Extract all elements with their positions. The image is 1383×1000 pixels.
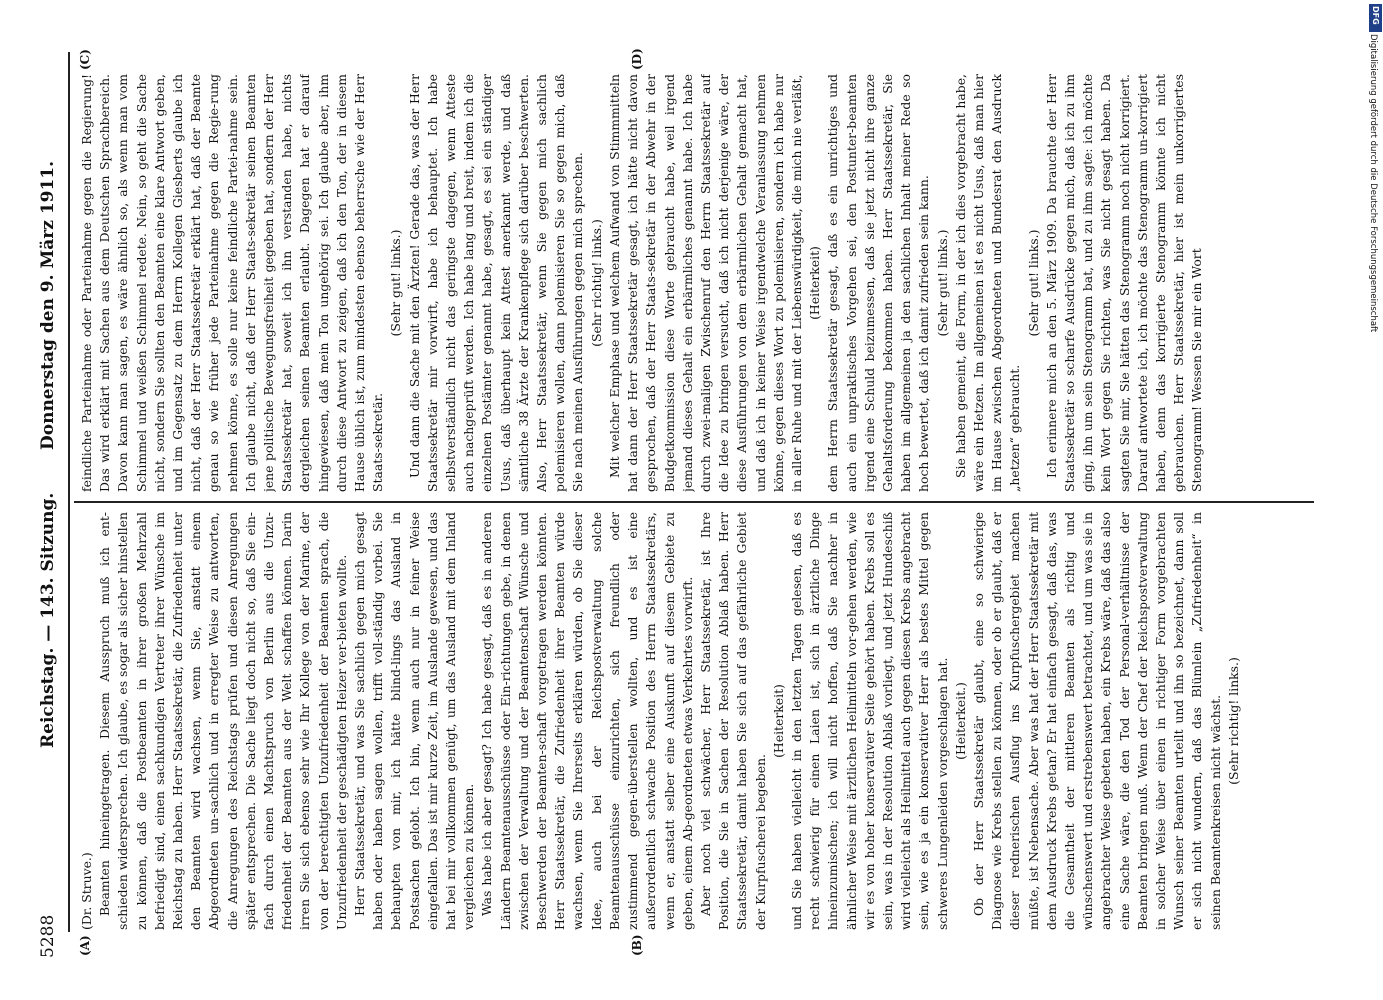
interjection: (Sehr gut! links.) bbox=[934, 229, 950, 337]
interjection: (Sehr richtig! links.) bbox=[1225, 657, 1241, 785]
left-column bbox=[78, 512, 1308, 930]
margin-letter-c: (C) bbox=[78, 49, 92, 70]
paragraph: Aber noch viel schwächer, Herr Staatssekretär, ist Ihre Position, die Sie in Sachen der Resolution Ablaß haben. Herr Staatssekretär, damit haben Sie sich auf das gefährliche Gebiet der Kurpfuscherei begeben. bbox=[697, 512, 768, 930]
paragraph: Was habe ich aber gesagt? Ich habe gesagt, daß es in anderen Ländern Beamtenausschüsse oder Ein-richtungen gebe, in denen zwischen der Verwaltung und der Beamtenschaft Wünsche und Beschwerden der Beamten-schaft vorgetragen werden könnten. Herr Staatssekretär, die Zufriedenheit ihrer Beamten würde wachsen, wenn Sie Ihrerseits erklären würden, ob Sie dieser Idee, auch bei der Reichspostverwaltung solche Beamtenausschüsse einzurichten, sich freundlich oder zustimmend gegen-überstellen wollten, und es ist eine außerordentlich schwache Position des Herrn Staatssekretärs, wenn er, anstatt selber eine Auskunft auf diesem Gebiete zu geben, einem Ab-geordneten etwas Verkehrtes vorwirft. bbox=[479, 512, 695, 930]
page-header bbox=[38, 60, 68, 958]
margin-letter-d: (D) bbox=[630, 48, 644, 70]
interjection: (Heiterkeit) bbox=[807, 246, 823, 320]
header-session: Reichstag. — 143. Sitzung. bbox=[38, 492, 58, 748]
paragraph: feindliche Parteinahme oder Parteinahme gegen die Regierung! Das wird erklärt mit Sachen aus dem Deutschen Sprachbereich. Davon kann man sagen, es wäre ähnlich so, als wenn man vom Schimmel und weißen Schimmel redete. Nein, so geht die Sache nicht, sondern Sie sollten den Beamten eine klare Antwort geben, und im Gegensatz zu dem Herrn Kollegen Giesberts glaube ich nicht, daß der Herr Staatssekretär erklärt hat, daß der Beamte genau so wie früher jede Parteinahme gegen die Regie-rung nehmen könne, es solle nur keine feindliche Partei-nahme sein. Ich glaube nicht, daß der Herr Staats-sekretär seinen Beamten jene politische Bewegungsfreiheit gegeben hat, sondern der Herr Staatssekretär hat, soweit ich ihn verstanden habe, nichts dergleichen seinen Beamten erlaubt. Dagegen hat er darauf hingewiesen, daß mein Ton ungehörig sei. Ich glaube aber, ihm durch diese Antwort zu zeigen, daß ich den Ton, der in diesem Hause üblich ist, zum mindesten ebenso beherrsche wie der Herr Staats-sekretär. bbox=[79, 74, 386, 492]
interjection: (Sehr richtig! links.) bbox=[588, 219, 604, 347]
margin-letter-a: (A) bbox=[78, 935, 92, 956]
paragraph: dem Herrn Staatssekretär gesagt, daß es ein unrichtiges und auch ein unpraktisches Vorgehen sei, den Postunter-beamten irgend eine Schuld beizumessen, daß sie jetzt nicht ihre ganze Gehaltsforderung bekommen haben. Herr Staatssekretär, Sie haben im allgemeinen ja den sachlichen Inhalt meiner Rede so hoch bewertet, daß ich damit zufrieden sein kann. bbox=[825, 74, 932, 492]
paragraph: und Sie haben vielleicht in den letzten Tagen gelesen, daß es recht schwierig für einen Laien ist, sich in ärztliche Dinge hineinzumischen; ich will nicht hoffen, daß Sie nachher in ähnlicher Weise mit ärztlichen Heilmitteln vor-gehen werden, wie wir es von hoher konservativer Seite gehört haben. Krebs soll es sein, was in der Resolution Ablaß vorliegt, und jetzt Hundeschiß wird vielleicht als Heilmittel auch gegen diesen Krebs angebracht sein, wie es ja ein konservativer Herr als bestes Mittel gegen schweres Lungenleiden vorgeschlagen hat. bbox=[788, 512, 950, 930]
paragraph: Und dann die Sache mit den Ärzten! Gerade das, was der Herr Staatssekretär mir vorwirft, habe ich behauptet. Ich habe selbstverständlich nicht das geringste dagegen, wenn Atteste auch nachgeprüft werden. Ich habe lang und breit, indem ich die einzelnen Postämter genannt habe, gesagt, es sei ein ständiger Usus, daß überhaupt kein Attest anerkannt werde, und daß sämtliche 38 Ärzte der Krankenpflege sich darüber beschwerten. Also, Herr Staatssekretär, wenn Sie gegen mich sachlich polemisieren wollen, dann polemisieren Sie so gegen mich, daß Sie nach meinen Ausführungen gegen mich sprechen. bbox=[406, 74, 586, 492]
speaker-line: (Dr. Struve.) bbox=[79, 852, 94, 930]
column-divider bbox=[74, 501, 1314, 503]
paragraph: Ich erinnere mich an den 5. März 1909. Da brauchte der Herr Staatssekretär so scharfe Ausdrücke gegen mich, daß ich zu ihm ging, ihn um sein Stenogramm bat, und zu ihm sagte: ich möchte kein Wort gegen Sie richten, was Sie nicht gesagt haben. Da sagten Sie mir, Sie hätten das Stenogramm noch nicht korrigiert. Darauf antwortete ich, ich möchte das Stenogramm un-korrigiert haben, denn das korrigierte Stenogramm könnte ich nicht gebrauchen. Herr Staatssekretär, hier ist mein unkorrigiertes Stenogramm! Wessen Sie mir ein Wort bbox=[1043, 74, 1205, 492]
digitization-notice: Digitalisierung gefördert durch die Deutsche Forschungsgemeinschaft bbox=[1368, 34, 1378, 333]
paragraph: Ob der Herr Staatssekretär glaubt, eine so schwierige Diagnose wie Krebs stellen zu können, oder ob er glaubt, daß er dieser rednerischen Ausflug ins Kurpfuschergebiet machen müßte, ist Nebensache. Aber was hat der Herr Staatssekretär mit dem Ausdruck Krebs getan? Er hat einfach gesagt, daß das, was die Gesamtheit der mittleren Beamten als richtig und wünschenswert und erstrebenswert betrachtet, und um was sie in angebrachter Weise gebeten haben, ein Krebs wäre, daß das also eine Sache wäre, die den Tod der Personal-verhältnisse der Beamten bringen muß. Wenn der Chef der Reichspostverwaltung in solcher Weise über einen in richtiger Form vorgebrachten Wunsch seiner Beamten urteilt und ihn so bezeichnet, dann soll er sich nicht wundern, daß das Blümlein „Zufriedenheit“ in seinen Beamtenkreisen nicht wächst. bbox=[970, 512, 1223, 930]
interjection: (Sehr gut! links.) bbox=[388, 229, 404, 337]
header-rule bbox=[68, 52, 70, 932]
interjection: (Heiterkeit.) bbox=[952, 682, 968, 760]
paragraph: Mit welcher Emphase und welchem Aufwand von Stimmmitteln hat dann der Herr Staatssekretär gesagt, ich hätte nicht davon gesprochen, daß der Herr Staats-sekretär in der Abwehr in der Budgetkommission diese Worte gebraucht habe, weil irgend jemand dieses Gehalt ein erbärmliches genannt habe. Ich habe durch zwei-maligen Zwischenruf den Herrn Staatssekretär auf die Idee zu bringen versucht, daß ich nicht derjenige wäre, der diese Ausführungen von dem erbärmlichen Gehalt gemacht hat, und daß ich in keiner Weise irgendwelche Veranlassung nehmen könne, gegen dieses Wort zu polemisieren, sondern ich habe nur in aller Ruhe und mit der Liebenswürdigkeit, die mich nie verläßt, bbox=[606, 74, 804, 492]
interjection: (Sehr gut! links.) bbox=[1025, 229, 1041, 337]
paragraph: Sie haben gemeint, die Form, in der ich dies vorgebracht habe, wäre ein Hetzen. Im allgemeinen ist es nicht Usus, daß man hier im Hause zwischen Abgeordneten und Bundesrat den Ausdruck „hetzen“ gebraucht. bbox=[952, 74, 1023, 492]
margin-letter-b: (B) bbox=[630, 934, 644, 956]
page-number: 5288 bbox=[38, 914, 58, 958]
interjection: (Heiterkeit) bbox=[770, 684, 786, 758]
right-column bbox=[78, 74, 1308, 492]
header-date: Donnerstag den 9. März 1911. bbox=[38, 160, 58, 450]
paragraph: Beamten hineingetragen. Diesem Ausspruch muß ich ent-schieden widersprechen. Ich glaube, es sogar als sicher hinstellen zu können, daß die Postbeamten in ihrer großen Mehrzahl befriedigt sind, einen sachkundigen Vertreter ihrer Wünsche im Reichstag zu haben. Herr Staatssekretär, die Zufriedenheit unter den Beamten wird wachsen, wenn Sie, anstatt einem Abgeordneten un-sachlich und in erregter Weise zu antworten, die Anregungen des Reichstags prüfen und diesen Anregungen später entsprechen. Die Sache liegt doch nicht so, daß Sie ein-fach durch einen Machtspruch von Berlin aus die Unzu-friedenheit der Beamten aus der Welt schaffen können. Darin irren Sie sich ebenso sehr wie Ihr Kollege von der Marine, der von der berechtigten Unzufriedenheit der Beamten sprach, die Unzufriedenheit der geschädigten Heizer ver-bieten wollte. bbox=[97, 512, 349, 930]
dfg-logo-text: DFG bbox=[1371, 6, 1380, 25]
paragraph: Herr Staatssekretär, und was Sie sachlich gegen mich gesagt haben oder haben sagen wollen, trifft voll-ständig vorbei. Sie behaupten von mir, ich hätte blind-lings das Ausland in Postsachen gelobt. Ich bin, wenn auch nur in feiner Weise eingefallen. Das ist mir kurze Zeit, im Auslande gewesen, und das hat bei mir vollkommen genügt, um das Ausland mit dem Inland vergleichen zu können. bbox=[352, 512, 477, 930]
